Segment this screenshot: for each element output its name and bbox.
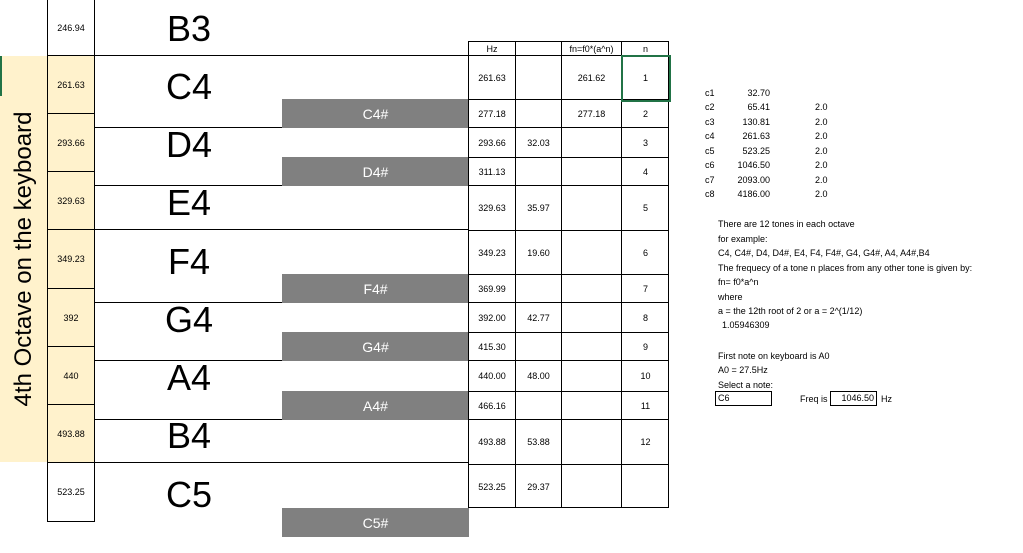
table-cell-hz: 523.25: [478, 481, 506, 492]
white-key-note: A4: [166, 357, 212, 398]
white-key-note: G4: [164, 299, 214, 340]
white-key-freq: 392: [63, 312, 79, 323]
table-cell-calc: 261.62: [577, 72, 606, 83]
white-key-freq: 523.25: [57, 487, 85, 497]
table-cell-n: 3: [642, 137, 648, 148]
table-cell-hz: 415.30: [478, 341, 506, 352]
table-cell-diff: 32.03: [527, 137, 550, 148]
white-key-note: F4: [167, 241, 210, 282]
freq-output: [830, 391, 877, 406]
table-cell-n: 8: [642, 312, 648, 323]
table-cell-hz: 329.63: [478, 203, 506, 213]
note-line: The frequecy of a tone n places from any other tone is given by:: [718, 263, 973, 273]
table-cell-diff: 42.77: [527, 312, 550, 323]
table-cell-n: 4: [642, 166, 648, 177]
octave-freq: 2093.00: [737, 175, 770, 185]
table-cell-n: 12: [640, 437, 651, 447]
table-header-hz: Hz: [486, 43, 498, 54]
octave-label: c5: [705, 146, 715, 156]
sidebar-label: 4th Octave on the keyboard: [10, 111, 37, 407]
table-cell-hz: 392.00: [478, 312, 506, 323]
note-line: a = the 12th root of 2 or a = 2^(1/12): [718, 306, 863, 316]
octave-freq: 261.63: [742, 131, 770, 141]
table-cell-diff: 48.00: [527, 371, 550, 381]
octave-freq: 130.81: [742, 117, 770, 127]
white-key-freq: 493.88: [57, 428, 85, 439]
black-key: G4#: [282, 332, 469, 361]
hz-unit: Hz: [881, 394, 892, 404]
table-header-n: n: [642, 43, 648, 54]
octave-label: c1: [705, 88, 715, 98]
octave-ratio: 2.0: [815, 160, 828, 170]
note-select-input[interactable]: [715, 391, 772, 406]
white-key-freq: 293.66: [57, 137, 85, 148]
selection-marker: [0, 56, 2, 96]
table-cell-hz: 293.66: [478, 137, 506, 148]
note-line: for example:: [718, 234, 768, 244]
black-key: D4#: [282, 157, 469, 186]
black-key: C5#: [282, 508, 469, 537]
note-line: C4, C4#, D4, D4#, E4, F4, F4#, G4, G4#, A4, A4#,B4: [718, 248, 930, 258]
black-key: A4#: [282, 391, 469, 420]
table-cell-hz: 493.88: [478, 437, 506, 447]
black-key: C4#: [282, 99, 469, 128]
octave-label: c8: [705, 189, 715, 199]
white-key-note: D4: [165, 124, 213, 165]
table-cell-hz: 440.00: [478, 371, 506, 381]
octave-freq: 65.41: [747, 102, 770, 112]
table-header-formula: fn=f0*(a^n): [569, 43, 614, 54]
note-line: There are 12 tones in each octave: [718, 219, 855, 229]
octave-label: c4: [705, 131, 715, 141]
table-cell-n: 10: [640, 371, 651, 381]
white-key-freq: 440: [63, 370, 79, 381]
white-key-note: C4: [165, 66, 213, 107]
table-cell-n: 11: [640, 400, 651, 411]
octave-label: c7: [705, 175, 715, 185]
table-cell-hz: 311.13: [478, 166, 506, 177]
freq-label: Freq is: [800, 394, 828, 404]
table-cell-hz: 466.16: [478, 400, 506, 411]
freq-output-value: 1046.50: [841, 393, 874, 403]
white-key-note: E4: [166, 182, 212, 223]
octave-label: c6: [705, 160, 715, 170]
octave-ratio: 2.0: [815, 102, 828, 112]
octave-freq: 32.70: [747, 88, 770, 98]
octave-ratio: 2.0: [815, 146, 828, 156]
table-cell-n: 2: [642, 108, 648, 119]
octave-freq: 1046.50: [737, 160, 770, 170]
table-cell-calc: 277.18: [577, 108, 606, 119]
table-cell-hz: 261.63: [478, 72, 506, 83]
note-line: 1.05946309: [722, 320, 770, 330]
note-line: where: [718, 292, 743, 302]
table-cell-n: 1: [642, 72, 648, 83]
white-key-note: B3: [166, 8, 212, 49]
table-cell-diff: 29.37: [527, 481, 550, 492]
white-key-note: C5: [165, 474, 213, 515]
octave-freq: 4186.00: [737, 189, 770, 199]
white-key-freq: 329.63: [57, 195, 85, 206]
white-key-freq: 349.23: [57, 254, 85, 264]
note-line: fn= f0*a^n: [718, 277, 759, 287]
table-cell-n: 6: [642, 247, 648, 258]
white-key-note: B4: [166, 415, 212, 456]
note-select-value: C6: [718, 393, 730, 403]
white-key-freq: 261.63: [57, 79, 85, 90]
octave-freq: 523.25: [742, 146, 770, 156]
first-note-text: First note on keyboard is A0: [718, 351, 830, 361]
octave-label: c3: [705, 117, 715, 127]
table-cell-n: 5: [642, 203, 648, 213]
black-key: F4#: [282, 274, 469, 303]
table-cell-hz: 349.23: [478, 247, 506, 258]
table-cell-diff: 19.60: [527, 247, 550, 258]
table-cell-n: 7: [642, 283, 648, 294]
a0-text: A0 = 27.5Hz: [718, 365, 768, 375]
white-key-freq: 246.94: [57, 22, 85, 33]
table-cell-hz: 277.18: [478, 108, 506, 119]
table-cell-n: 9: [642, 341, 648, 352]
octave-ratio: 2.0: [815, 175, 828, 185]
table-cell-diff: 53.88: [527, 437, 550, 447]
octave-label: c2: [705, 102, 715, 112]
select-prompt: Select a note:: [718, 380, 774, 390]
octave-ratio: 2.0: [815, 131, 828, 141]
octave-ratio: 2.0: [815, 189, 828, 199]
octave-ratio: 2.0: [815, 117, 828, 127]
table-cell-hz: 369.99: [478, 283, 506, 294]
table-cell-diff: 35.97: [527, 203, 550, 213]
